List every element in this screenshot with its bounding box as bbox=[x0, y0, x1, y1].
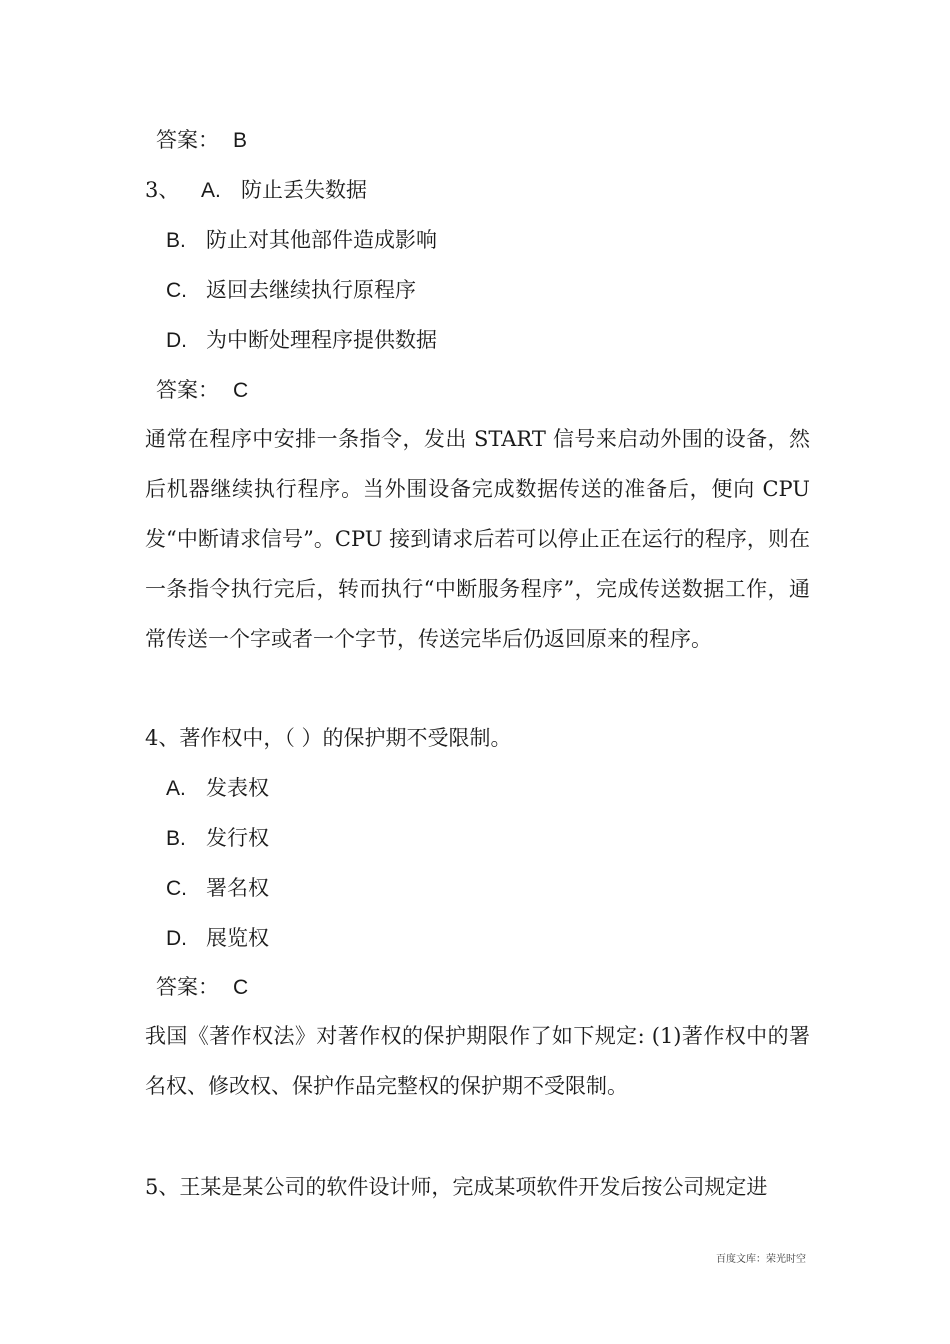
question-number: 4、 bbox=[145, 726, 180, 750]
question-3-explanation: 通常在程序中安排一条指令，发出 START 信号来启动外围的设备，然后机器继续执行程序。当外围设备完成数据传送的准备后，便向 CPU 发“中断请求信号”。CPU 接到请求后若可以停止正在运行的程序，则在一条指令执行完后，转而执行“中断服务程序”，完成传送数据工作，通常传送一个字或者一个字节，传送完毕后仍返回原来的程序。 bbox=[145, 427, 810, 651]
question-number: 5、 bbox=[145, 1175, 180, 1199]
question-3-option-a bbox=[145, 176, 367, 205]
question-3-option-d bbox=[166, 326, 437, 355]
question-3-option-b bbox=[166, 226, 437, 255]
answer-value: C bbox=[233, 976, 249, 999]
question-text: 王某是某公司的软件设计师，完成某项软件开发后按公司规定进 bbox=[179, 1175, 768, 1199]
answer-value: B bbox=[233, 129, 248, 152]
option-letter: C. bbox=[166, 279, 187, 302]
question-4-option-a bbox=[166, 774, 269, 803]
question-text: 著作权中，（ ）的保护期不受限制。 bbox=[179, 726, 512, 750]
option-letter: A. bbox=[201, 179, 221, 202]
option-text: 发表权 bbox=[206, 776, 269, 800]
option-letter: B. bbox=[166, 229, 186, 252]
answer-label: 答案： bbox=[156, 378, 219, 402]
page-footer: 百度文库：荣光时空 bbox=[716, 1254, 806, 1265]
option-text: 防止对其他部件造成影响 bbox=[206, 228, 437, 252]
question-3-option-c bbox=[166, 276, 416, 305]
answer-line-q4 bbox=[156, 973, 248, 1002]
question-4-option-b bbox=[166, 824, 269, 853]
question-5-stem bbox=[145, 1173, 767, 1201]
option-text: 发行权 bbox=[206, 826, 269, 850]
option-letter: C. bbox=[166, 877, 187, 900]
answer-label: 答案： bbox=[156, 128, 219, 152]
answer-line-q2 bbox=[156, 126, 247, 155]
option-letter: D. bbox=[166, 927, 187, 950]
question-4-explanation: 我国《著作权法》对著作权的保护期限作了如下规定: (1)著作权中的署名权、修改权、保护作品完整权的保护期不受限制。 bbox=[145, 1024, 810, 1098]
option-text: 为中断处理程序提供数据 bbox=[206, 328, 437, 352]
option-letter: B. bbox=[166, 827, 186, 850]
question-number: 3、 bbox=[145, 178, 180, 202]
answer-label: 答案： bbox=[156, 975, 219, 999]
option-letter: D. bbox=[166, 329, 187, 352]
option-text: 署名权 bbox=[206, 876, 269, 900]
question-4-stem bbox=[145, 724, 512, 752]
question-4-option-d bbox=[166, 924, 269, 953]
answer-value: C bbox=[233, 379, 249, 402]
option-letter: A. bbox=[166, 777, 186, 800]
question-4-option-c bbox=[166, 874, 269, 903]
option-text: 防止丢失数据 bbox=[241, 178, 367, 202]
answer-line-q3 bbox=[156, 376, 248, 405]
option-text: 返回去继续执行原程序 bbox=[206, 278, 416, 302]
option-text: 展览权 bbox=[206, 926, 269, 950]
